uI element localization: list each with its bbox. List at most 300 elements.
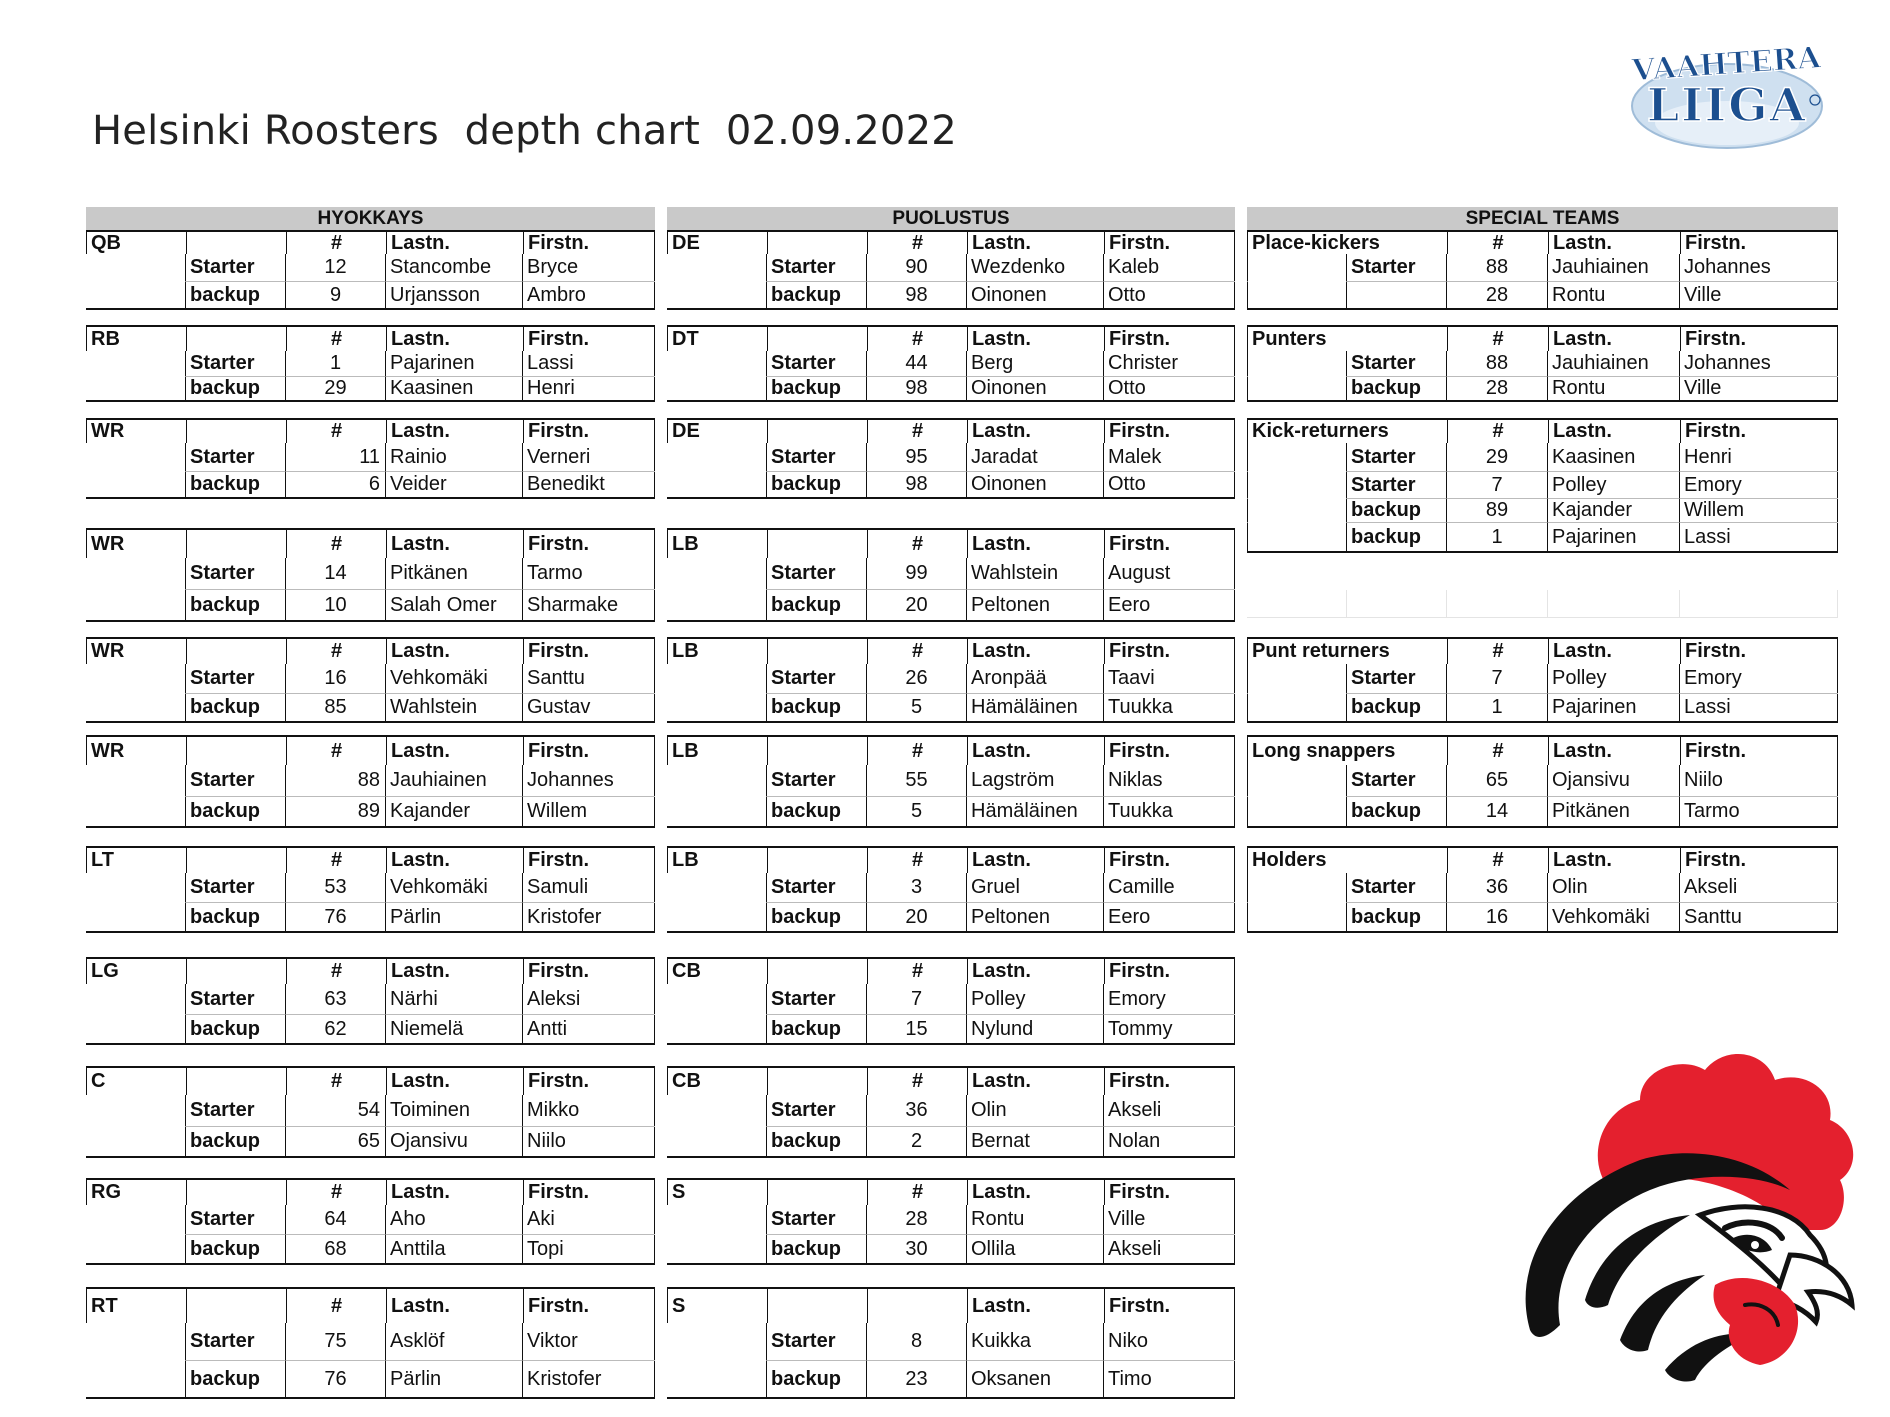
jersey-number: 9 [286, 282, 386, 310]
player-row [1247, 873, 1838, 903]
player-row [86, 1205, 655, 1235]
player-row [1247, 443, 1838, 472]
position-label: CB [668, 1068, 768, 1095]
first-name: Ville [1680, 282, 1838, 310]
jersey-number: 44 [867, 351, 967, 377]
player-row [667, 254, 1235, 282]
role-label: backup [186, 590, 286, 622]
lastname-header: Lastn. [968, 420, 1105, 443]
firstname-header: Firstn. [1685, 849, 1747, 871]
role-label: Starter [767, 873, 867, 903]
position-blank [86, 873, 186, 903]
jersey-number: 5 [867, 797, 967, 828]
last-name: Aho [386, 1205, 523, 1235]
player-row [86, 1127, 655, 1158]
jersey-number: 64 [286, 1205, 386, 1235]
position-blank [86, 1015, 186, 1045]
jersey-number: 1 [286, 351, 386, 377]
position-blank [1247, 873, 1347, 903]
jersey-number: 8 [867, 1323, 967, 1361]
firstname-header: Firstn. [1685, 739, 1747, 762]
role-header-blank [187, 1180, 287, 1205]
lastname-header: Lastn. [387, 420, 524, 443]
position-block [86, 735, 655, 828]
first-name: Aki [523, 1205, 655, 1235]
player-row [86, 282, 655, 310]
first-name: Niko [1104, 1323, 1235, 1361]
last-name: Lagström [967, 765, 1104, 797]
player-row [1247, 765, 1838, 797]
position-blank [667, 765, 767, 797]
role-label: Starter [186, 254, 286, 282]
position-block [86, 1066, 655, 1158]
last-name: Pitkänen [386, 558, 523, 590]
jersey-number: 16 [286, 664, 386, 694]
player-row [667, 1361, 1235, 1399]
player-row [1247, 694, 1838, 723]
first-name: Tuukka [1104, 694, 1235, 723]
jersey-number: 7 [867, 984, 967, 1015]
jersey-number: 63 [286, 984, 386, 1015]
jersey-number: 88 [1447, 351, 1548, 377]
jersey-number: 10 [286, 590, 386, 622]
firstname-header: Firstn. [1109, 232, 1171, 254]
spacer-cell [1447, 590, 1548, 618]
position-blank [86, 282, 186, 310]
first-name: Mikko [523, 1095, 655, 1127]
firstname-header: Firstn. [1109, 1294, 1171, 1317]
jersey-number: 5 [867, 694, 967, 723]
role-label: Starter [1347, 664, 1447, 694]
last-name: Ojansivu [1548, 765, 1680, 797]
first-name: Bryce [523, 254, 655, 282]
role-label: Starter [767, 1323, 867, 1361]
firstname-header: Firstn. [528, 1294, 590, 1317]
role-header-blank [187, 530, 287, 558]
position-label: Place-kickers [1248, 232, 1448, 254]
position-blank [667, 903, 767, 933]
last-name: Närhi [386, 984, 523, 1015]
position-label: LB [668, 639, 768, 664]
lastname-header: Lastn. [1549, 737, 1681, 765]
player-row [86, 472, 655, 499]
position-block [667, 846, 1235, 933]
first-name: Tarmo [523, 558, 655, 590]
player-row [86, 664, 655, 694]
player-row [86, 984, 655, 1015]
last-name: Jauhiainen [1548, 254, 1680, 282]
position-blank [86, 351, 186, 377]
role-header-blank [768, 232, 868, 254]
position-blank [1247, 472, 1347, 499]
position-label: RT [87, 1289, 187, 1323]
jersey-number: 53 [286, 873, 386, 903]
position-blank [1247, 499, 1347, 523]
number-header: # [287, 530, 387, 558]
role-header-blank [187, 1068, 287, 1095]
position-blank [667, 558, 767, 590]
player-row [86, 377, 655, 402]
role-label: backup [186, 282, 286, 310]
position-label: DT [668, 327, 768, 351]
role-label: backup [767, 1361, 867, 1399]
position-blank [86, 1095, 186, 1127]
role-label: Starter [767, 664, 867, 694]
position-block [86, 1287, 655, 1399]
position-block [667, 1178, 1235, 1265]
role-header-blank [768, 639, 868, 664]
last-name: Pajarinen [1548, 694, 1680, 723]
role-label: backup [767, 1015, 867, 1045]
position-blank [86, 1323, 186, 1361]
first-name: Akseli [1104, 1235, 1235, 1265]
jersey-number: 98 [867, 472, 967, 499]
role-label: backup [186, 1235, 286, 1265]
jersey-number: 98 [867, 377, 967, 402]
position-blank [667, 984, 767, 1015]
last-name: Polley [967, 984, 1104, 1015]
spacer-cell [1247, 590, 1347, 618]
lastname-header: Lastn. [387, 327, 524, 351]
number-header: # [287, 737, 387, 765]
firstname-header: Firstn. [1109, 739, 1171, 762]
position-block [667, 735, 1235, 828]
role-label: Starter [767, 1205, 867, 1235]
lastname-header: Lastn. [1549, 848, 1681, 873]
logo-text-top: VAAHTERA [1630, 40, 1822, 89]
firstname-header: Firstn. [1109, 1070, 1171, 1092]
firstname-header: Firstn. [1109, 420, 1171, 442]
jersey-number: 98 [867, 282, 967, 310]
firstname-header: Firstn. [1109, 849, 1171, 871]
position-blank [667, 1127, 767, 1158]
position-block [86, 230, 655, 310]
lastname-header: Lastn. [968, 737, 1105, 765]
role-label: Starter [186, 351, 286, 377]
role-label: Starter [767, 765, 867, 797]
position-block [86, 957, 655, 1045]
first-name: Lassi [523, 351, 655, 377]
role-label: Starter [1347, 873, 1447, 903]
rooster-mascot-image [1490, 1040, 1870, 1385]
last-name: Anttila [386, 1235, 523, 1265]
jersey-number: 2 [867, 1127, 967, 1158]
last-name: Ojansivu [386, 1127, 523, 1158]
position-block [667, 325, 1235, 402]
last-name: Rainio [386, 443, 523, 472]
last-name: Hämäläinen [967, 694, 1104, 723]
position-label: QB [87, 232, 187, 254]
jersey-number: 28 [1447, 377, 1548, 402]
role-header-blank [768, 327, 868, 351]
first-name: Otto [1104, 472, 1235, 499]
role-header-blank [768, 530, 868, 558]
role-label: Starter [186, 443, 286, 472]
jersey-number: 3 [867, 873, 967, 903]
position-block [86, 846, 655, 933]
number-header: # [1448, 639, 1549, 664]
position-blank [1247, 523, 1347, 553]
role-label: Starter [1347, 351, 1447, 377]
position-label: WR [87, 420, 187, 443]
position-block [667, 1287, 1235, 1399]
role-label: backup [1347, 499, 1447, 523]
lastname-header: Lastn. [968, 959, 1105, 984]
position-block [1247, 418, 1838, 553]
last-name: Olin [1548, 873, 1680, 903]
player-row [667, 377, 1235, 402]
position-blank [86, 377, 186, 402]
number-header: # [868, 327, 968, 351]
firstname-header: Firstn. [528, 1070, 590, 1092]
position-blank [86, 765, 186, 797]
jersey-number: 90 [867, 254, 967, 282]
first-name: Tommy [1104, 1015, 1235, 1045]
number-header: # [1448, 232, 1549, 254]
position-blank [86, 903, 186, 933]
first-name: Ville [1104, 1205, 1235, 1235]
role-label: backup [767, 282, 867, 310]
jersey-number: 99 [867, 558, 967, 590]
position-blank [667, 1361, 767, 1399]
position-blank [86, 1235, 186, 1265]
player-row [667, 1127, 1235, 1158]
role-header-blank [768, 1289, 868, 1323]
first-name: Sharmake [523, 590, 655, 622]
firstname-header: Firstn. [528, 1181, 590, 1203]
first-name: Otto [1104, 282, 1235, 310]
spacer-cell [1680, 590, 1838, 618]
first-name: Santtu [523, 664, 655, 694]
firstname-header: Firstn. [528, 232, 590, 254]
lastname-header: Lastn. [387, 1289, 524, 1323]
number-header: # [1448, 420, 1549, 443]
role-label: Starter [186, 664, 286, 694]
role-label: backup [186, 694, 286, 723]
position-block [667, 418, 1235, 499]
position-label: LB [668, 737, 768, 765]
role-label: backup [186, 1015, 286, 1045]
firstname-header: Firstn. [528, 532, 590, 555]
last-name: Berg [967, 351, 1104, 377]
role-label: backup [1347, 694, 1447, 723]
player-row [86, 765, 655, 797]
jersey-number: 1 [1447, 523, 1548, 553]
role-header-blank [187, 1289, 287, 1323]
position-blank [1247, 254, 1347, 282]
position-block [667, 230, 1235, 310]
first-name: Otto [1104, 377, 1235, 402]
first-name: Johannes [1680, 351, 1838, 377]
last-name: Hämäläinen [967, 797, 1104, 828]
role-header-blank [768, 1180, 868, 1205]
firstname-header: Firstn. [528, 420, 590, 442]
jersey-number: 15 [867, 1015, 967, 1045]
first-name: Henri [523, 377, 655, 402]
role-header-blank [187, 959, 287, 984]
number-header: # [868, 1068, 968, 1095]
page-title: Helsinki Roosters depth chart 02.09.2022 [92, 108, 957, 154]
position-label: WR [87, 639, 187, 664]
first-name: Lassi [1680, 694, 1838, 723]
first-name: Malek [1104, 443, 1235, 472]
jersey-number: 29 [1447, 443, 1548, 472]
jersey-number: 7 [1447, 472, 1548, 499]
vaahtera-liiga-logo [1625, 28, 1830, 158]
role-header-blank [187, 232, 287, 254]
position-blank [667, 377, 767, 402]
player-row [667, 472, 1235, 499]
first-name: Niklas [1104, 765, 1235, 797]
jersey-number: 12 [286, 254, 386, 282]
player-row [86, 694, 655, 723]
player-row [86, 351, 655, 377]
jersey-number: 89 [286, 797, 386, 828]
role-label: backup [1347, 523, 1447, 553]
number-header: # [868, 959, 968, 984]
role-header-blank [187, 639, 287, 664]
lastname-header: Lastn. [968, 232, 1105, 254]
position-label: WR [87, 530, 187, 558]
lastname-header: Lastn. [387, 639, 524, 664]
position-block [86, 325, 655, 402]
player-row [667, 664, 1235, 694]
player-row [667, 1095, 1235, 1127]
number-header: # [287, 1180, 387, 1205]
role-label: backup [767, 1127, 867, 1158]
position-label: Punt returners [1248, 639, 1448, 664]
position-blank [86, 797, 186, 828]
player-row [667, 443, 1235, 472]
position-blank [667, 472, 767, 499]
player-row [86, 873, 655, 903]
position-blank [667, 351, 767, 377]
player-row [1247, 351, 1838, 377]
last-name: Salah Omer [386, 590, 523, 622]
position-blank [1247, 282, 1347, 310]
first-name: Camille [1104, 873, 1235, 903]
position-blank [86, 1205, 186, 1235]
jersey-number: 28 [1447, 282, 1548, 310]
first-name: Johannes [1680, 254, 1838, 282]
role-label: backup [186, 797, 286, 828]
number-header: # [868, 639, 968, 664]
role-label: Starter [186, 765, 286, 797]
last-name: Olin [967, 1095, 1104, 1127]
position-blank [1247, 797, 1347, 828]
lastname-header: Lastn. [387, 737, 524, 765]
last-name: Oksanen [967, 1361, 1104, 1399]
player-row [86, 590, 655, 622]
section-header: SPECIAL TEAMS [1247, 207, 1838, 230]
role-label: Starter [186, 1095, 286, 1127]
position-blank [86, 254, 186, 282]
section-header: PUOLUSTUS [667, 207, 1235, 230]
player-row [86, 443, 655, 472]
position-label: DE [668, 420, 768, 443]
position-blank [86, 694, 186, 723]
player-row [667, 873, 1235, 903]
first-name: Henri [1680, 443, 1838, 472]
player-row [1247, 499, 1838, 523]
position-blank [86, 1361, 186, 1399]
number-header: # [287, 848, 387, 873]
first-name: Gustav [523, 694, 655, 723]
firstname-header: Firstn. [528, 640, 590, 662]
jersey-number: 95 [867, 443, 967, 472]
role-label: Starter [186, 1323, 286, 1361]
role-header-blank [768, 959, 868, 984]
position-block [667, 637, 1235, 723]
firstname-header: Firstn. [528, 960, 590, 982]
player-row [1247, 903, 1838, 933]
jersey-number: 26 [867, 664, 967, 694]
first-name: Santtu [1680, 903, 1838, 933]
spacer-cell [1347, 590, 1447, 618]
firstname-header: Firstn. [1685, 327, 1747, 350]
position-blank [86, 443, 186, 472]
first-name: Ambro [523, 282, 655, 310]
firstname-header: Firstn. [1109, 640, 1171, 662]
last-name: Kuikka [967, 1323, 1104, 1361]
player-row [667, 282, 1235, 310]
jersey-number: 14 [286, 558, 386, 590]
position-label: Holders [1248, 848, 1448, 873]
jersey-number: 89 [1447, 499, 1548, 523]
position-blank [1247, 664, 1347, 694]
position-block [1247, 637, 1838, 723]
spacer-cell [1548, 590, 1680, 618]
last-name: Jauhiainen [386, 765, 523, 797]
jersey-number: 7 [1447, 664, 1548, 694]
lastname-header: Lastn. [387, 1068, 524, 1095]
number-header: # [868, 232, 968, 254]
role-label: backup [1347, 797, 1447, 828]
jersey-number: 65 [286, 1127, 386, 1158]
position-label: Punters [1248, 327, 1448, 351]
player-row [86, 1095, 655, 1127]
last-name: Nylund [967, 1015, 1104, 1045]
first-name: Tarmo [1680, 797, 1838, 828]
player-row [667, 558, 1235, 590]
last-name: Niemelä [386, 1015, 523, 1045]
jersey-number: 65 [1447, 765, 1548, 797]
jersey-number: 11 [286, 443, 386, 472]
number-header: # [287, 232, 387, 254]
number-header: # [868, 420, 968, 443]
position-block [86, 528, 655, 622]
last-name: Wahlstein [967, 558, 1104, 590]
number-header [868, 1289, 968, 1323]
firstname-header: Firstn. [1685, 640, 1747, 662]
first-name: Tuukka [1104, 797, 1235, 828]
position-label: WR [87, 737, 187, 765]
position-label: S [668, 1289, 768, 1323]
last-name: Bernat [967, 1127, 1104, 1158]
number-header: # [868, 1180, 968, 1205]
number-header: # [287, 1068, 387, 1095]
position-blank [667, 1205, 767, 1235]
position-label: RB [87, 327, 187, 351]
position-blank [667, 254, 767, 282]
lastname-header: Lastn. [968, 1068, 1105, 1095]
player-row [1247, 377, 1838, 402]
last-name: Vehkomäki [386, 664, 523, 694]
first-name: Emory [1680, 664, 1838, 694]
role-label: Starter [186, 1205, 286, 1235]
lastname-header: Lastn. [387, 232, 524, 254]
last-name: Peltonen [967, 903, 1104, 933]
